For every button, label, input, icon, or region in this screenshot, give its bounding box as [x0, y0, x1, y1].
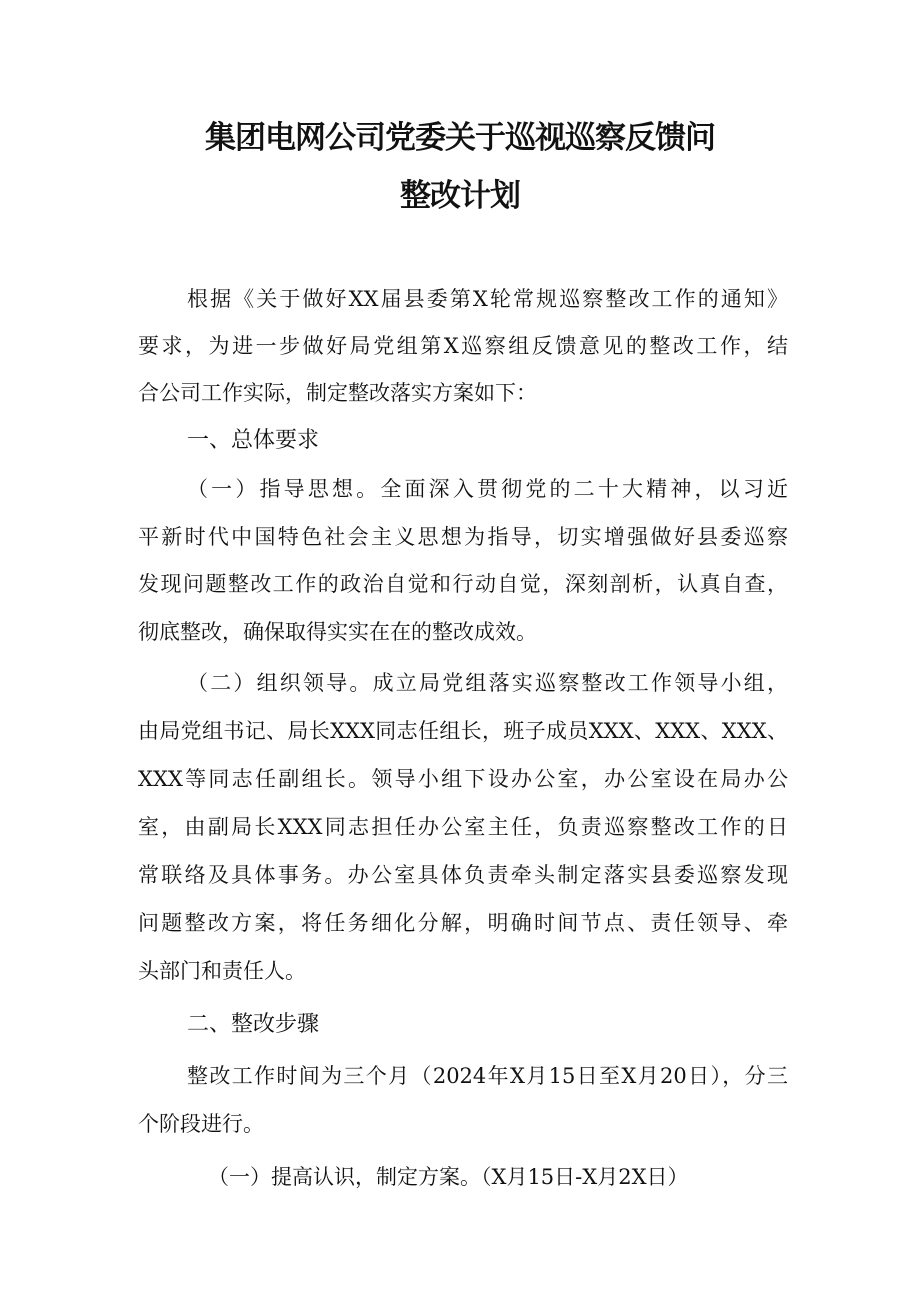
- timeline-line-2: 个阶段进行。: [138, 1112, 264, 1136]
- leadership-line-3: XXX等同志任副组长。领导小组下设办公室，办公室设在局办公: [138, 767, 788, 791]
- leadership-line-2: 由局党组书记、局长XXX同志任组长，班子成员XXX、XXX、XXX、: [138, 719, 788, 743]
- document-title-line1: 集团电网公司党委关于巡视巡察反馈问: [205, 120, 715, 156]
- leadership-line-5: 常联络及具体事务。办公室具体负责牵头制定落实县委巡察发现: [138, 863, 788, 887]
- section2-heading: 二、整改步骤: [187, 1012, 320, 1037]
- intro-line-1: 根据《关于做好XX届县委第X轮常规巡察整改工作的通知》: [187, 287, 788, 311]
- intro-line-3: 合公司工作实际，制定整改落实方案如下：: [138, 381, 537, 405]
- stage1-heading: （一）提高认识，制定方案。（X月15日-X月2X日）: [208, 1165, 689, 1189]
- guiding-thought-line-3: 发现问题整改工作的政治自觉和行动自觉，深刻剖析，认真自查，: [138, 572, 788, 596]
- leadership-line-1: （二）组织领导。成立局党组落实巡察整改工作领导小组，: [187, 671, 788, 695]
- guiding-thought-line-1: （一）指导思想。全面深入贯彻党的二十大精神，以习近: [187, 477, 788, 501]
- intro-line-2: 要求，为进一步做好局党组第X巡察组反馈意见的整改工作，结: [138, 334, 788, 358]
- leadership-line-4: 室，由副局长XXX同志担任办公室主任，负责巡察整改工作的日: [138, 815, 788, 839]
- leadership-line-6: 问题整改方案，将任务细化分解，明确时间节点、责任领导、牵: [138, 911, 788, 935]
- guiding-thought-line-2: 平新时代中国特色社会主义思想为指导，切实增强做好县委巡察: [138, 525, 788, 549]
- section1-heading: 一、总体要求: [187, 428, 320, 453]
- timeline-line-1: 整改工作时间为三个月（2024年X月15日至X月20日），分三: [187, 1064, 788, 1088]
- guiding-thought-line-4: 彻底整改，确保取得实实在在的整改成效。: [138, 620, 537, 644]
- document-title-line2: 整改计划: [400, 178, 520, 214]
- leadership-line-7: 头部门和责任人。: [138, 959, 306, 983]
